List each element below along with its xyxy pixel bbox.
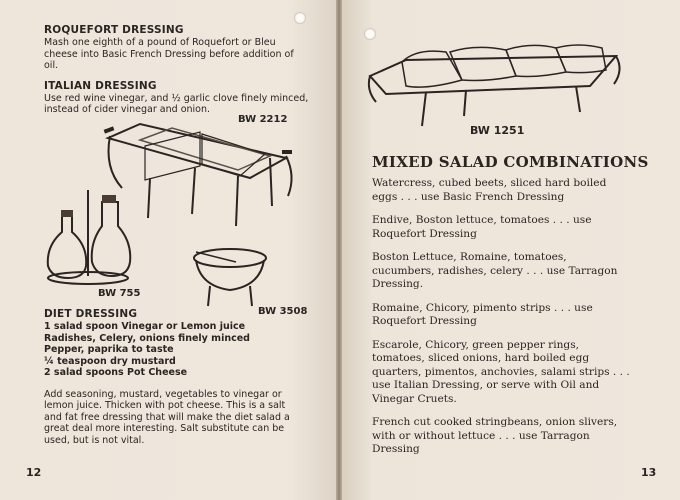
label-bw755: BW 755 — [98, 288, 141, 299]
combination-list — [372, 177, 630, 467]
mixed-salad-heading: MIXED SALAD COMBINATIONS — [372, 153, 649, 171]
binder-hole-left — [294, 12, 306, 24]
italian-body: Use red wine vinegar, and ½ garlic clove finely minced, instead of cider vinegar and onion. — [44, 92, 309, 115]
combination-item: Boston Lettuce, Romaine, tomatoes, cucumbers, radishes, celery . . . use Tarragon Dressing. — [372, 251, 618, 290]
diet-ingredient: 2 salad spoons Pot Cheese — [44, 367, 188, 378]
roquefort-title: ROQUEFORT DRESSING — [44, 24, 184, 36]
combination-item: Endive, Boston lettuce, tomatoes . . . use Roquefort Dressing — [372, 214, 592, 240]
diet-ingredient: Pepper, paprika to taste — [44, 344, 174, 355]
combination-item: French cut cooked stringbeans, onion slivers, with or without lettuce . . . use Tarragon Dressing — [372, 416, 618, 455]
combination-item: Escarole, Chicory, green pepper rings, tomatoes, sliced onions, hard boiled egg quarters, pimentos, anchovies, salami strips . . . use Italian Dressing, or serve with Oil and Vinegar Cruets. — [372, 338, 630, 405]
combination-item: Romaine, Chicory, pimento strips . . . use Roquefort Dressing — [372, 301, 593, 327]
page-number-right: 13 — [641, 466, 657, 479]
diet-body: Add seasoning, mustard, vegetables to vinegar or lemon juice. Thicken with pot cheese. This is a salt and fat free dressing that will make the diet salad a great deal more interesting. Salt substitute can be used, but is not vital. — [44, 388, 290, 446]
diet-title: DIET DRESSING — [44, 308, 138, 320]
label-bw2212: BW 2212 — [238, 114, 288, 125]
bowl-bw3508-illustration — [190, 240, 270, 310]
diet-ingredient: Radishes, Celery, onions finely minced — [44, 332, 250, 344]
italian-title: ITALIAN DRESSING — [44, 79, 157, 92]
gutter — [336, 0, 342, 500]
label-bw3508: BW 3508 — [258, 306, 308, 317]
cruets-bw755-illustration — [42, 186, 142, 286]
diet-ingredient: 1 salad spoon Vinegar or Lemon juice — [44, 321, 246, 332]
label-bw1251: BW 1251 — [470, 124, 525, 137]
roquefort-body: Mash one eighth of a pound of Roquefort or Bleu cheese into Basic French Dressing before addition of oil. — [44, 37, 294, 71]
combination-item: Watercress, cubed beets, sliced hard boiled eggs . . . use Basic French Dressing — [372, 177, 607, 203]
page-number-left: 12 — [26, 466, 42, 479]
diet-ingredient: ¼ teaspoon dry mustard — [44, 355, 176, 367]
server-bw1251-illustration — [366, 30, 626, 130]
diet-section — [30, 308, 320, 446]
diet-ingredients — [44, 321, 320, 379]
